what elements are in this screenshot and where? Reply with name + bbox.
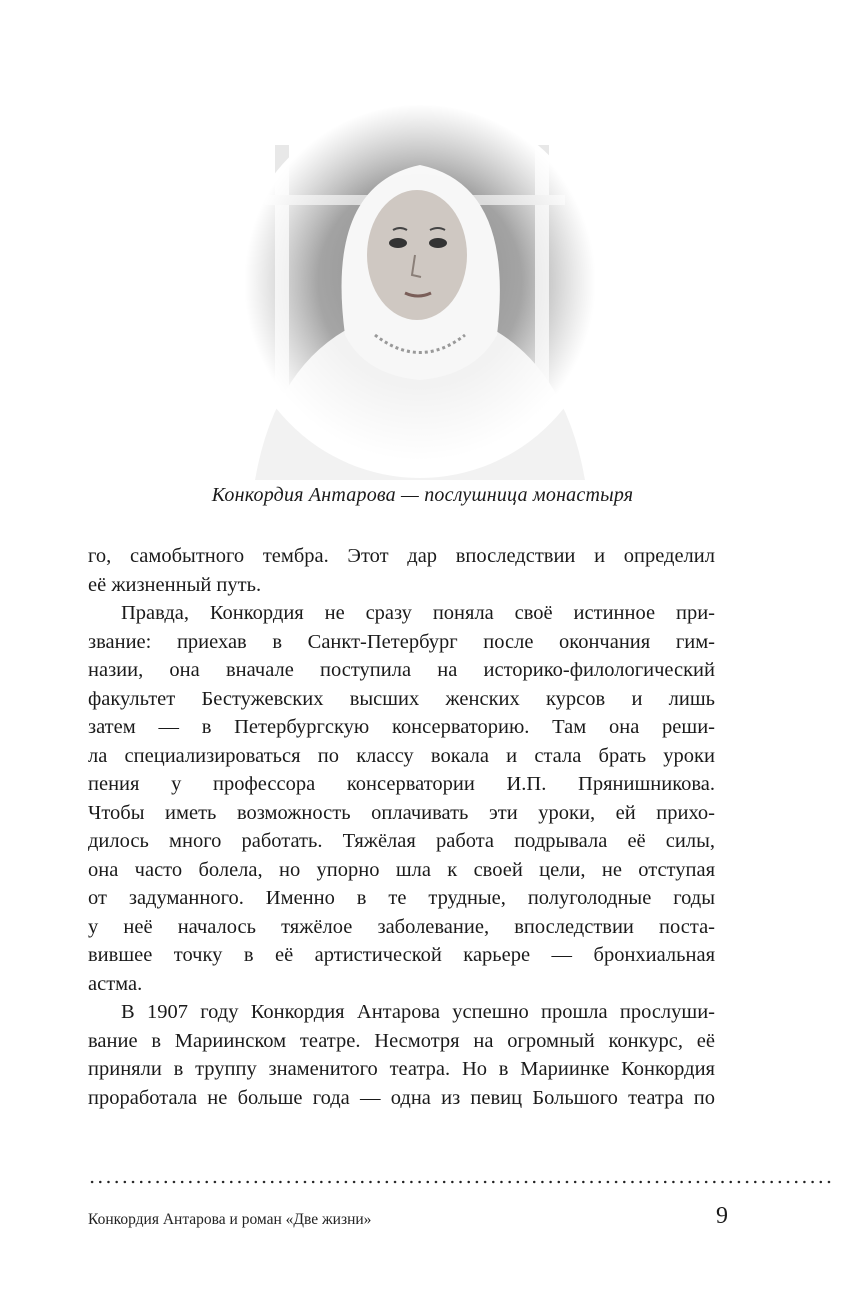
photo-caption: Конкордия Антарова — послушница монастыря: [211, 484, 634, 506]
text-line: вание в Мариинском театре. Несмотря на огромный конкурс, её: [88, 1029, 715, 1052]
running-footer-title: Конкордия Антарова и роман «Две жизни»: [88, 1211, 372, 1228]
text-line: пения у профессора консерватории И.П. Прянишникова.: [88, 773, 715, 795]
body-text: [88, 542, 715, 1112]
page-number: 9: [716, 1203, 728, 1229]
text-line: ла специализироваться по классу вокала и стала брать уроки: [88, 744, 715, 767]
text-line: В 1907 году Конкордия Антарова успешно прошла прослуши-: [121, 1001, 715, 1023]
text-line: Чтобы иметь возможность оплачивать эти уроки, ей прихо-: [88, 801, 715, 824]
text-line: астма.: [88, 972, 143, 995]
portrait-photo: [235, 105, 605, 480]
text-line: она часто болела, но упорно шла к своей цели, не отступая: [88, 858, 715, 881]
text-line: у неё началось тяжёлое заболевание, впоследствии поста-: [88, 915, 715, 938]
text-line: дилось много работать. Тяжёлая работа подрывала её силы,: [88, 830, 715, 852]
text-line: от задуманного. Именно в те трудные, полуголодные годы: [88, 887, 715, 909]
text-line: её жизненный путь.: [88, 573, 262, 596]
text-line: звание: приехав в Санкт-Петербург после окончания гим-: [88, 630, 715, 653]
text-line: проработала не больше года — одна из певиц Большого театра по: [88, 1086, 715, 1109]
text-line: вившее точку в её артистической карьере — бронхиальная: [88, 944, 715, 966]
text-line: затем — в Петербургскую консерваторию. Там она реши-: [88, 716, 715, 738]
text-line: назии, она вначале поступила на историко-филологический: [88, 659, 715, 681]
text-line: приняли в труппу знаменитого театра. Но в Мариинке Конкордия: [88, 1058, 715, 1080]
text-line: Правда, Конкордия не сразу поняла своё истинное при-: [121, 602, 715, 624]
text-line: факультет Бестужевских высших женских курсов и лишь: [88, 687, 715, 710]
text-line: го, самобытного тембра. Этот дар впоследствии и определил: [88, 545, 715, 567]
dotted-divider: [88, 1180, 833, 1184]
